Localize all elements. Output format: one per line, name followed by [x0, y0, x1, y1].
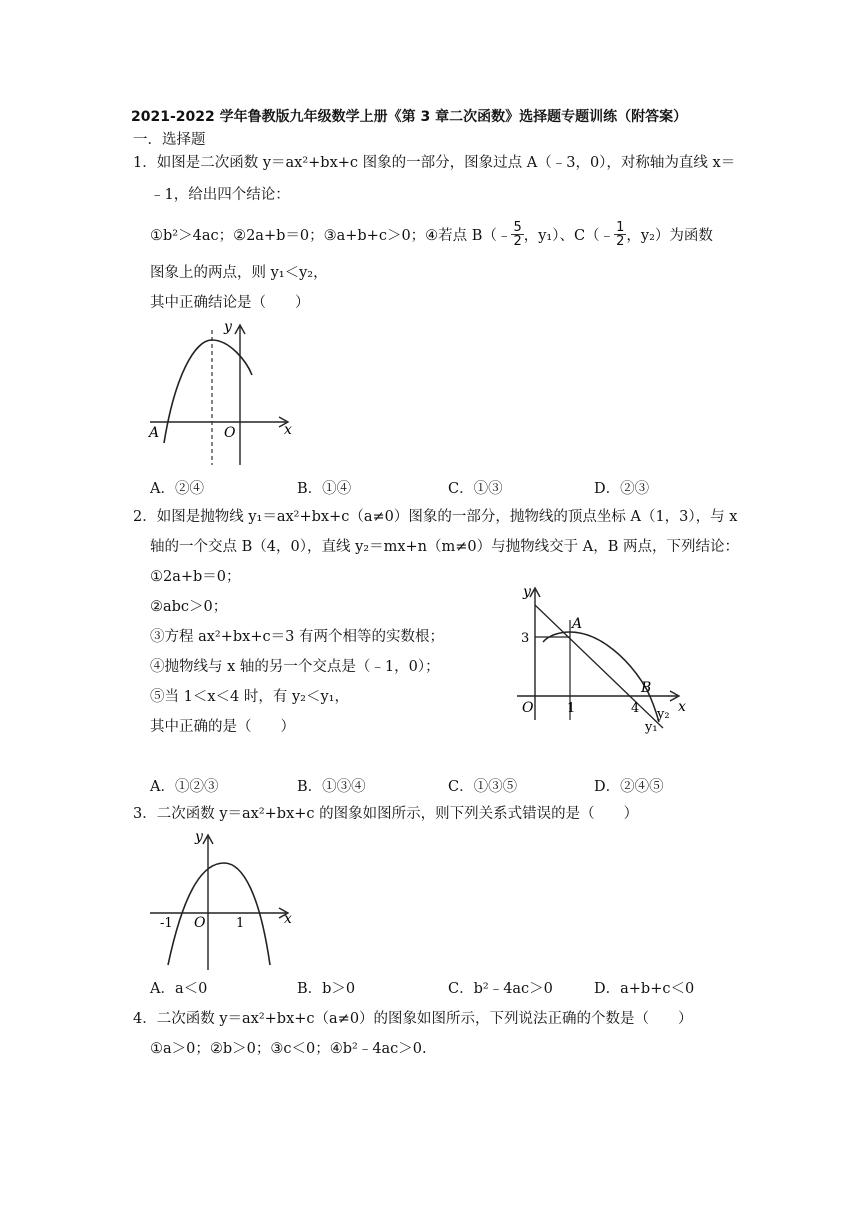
- q2-parabola-y1: [543, 632, 659, 722]
- q2-tick-3: 3: [521, 631, 530, 646]
- q2-item-2: ②abc＞0；: [150, 599, 228, 615]
- q3-option-c[interactable]: C．b²﹣4ac＞0: [448, 981, 553, 997]
- q2-item-3: ③方程 ax²+bx+c＝3 有两个相等的实数根；: [150, 629, 444, 645]
- q1-option-a[interactable]: A．②④: [150, 481, 204, 497]
- q2-item-4: ④抛物线与 x 轴的另一个交点是（﹣1，0）；: [150, 659, 440, 675]
- q2-y2-label: y₂: [657, 707, 670, 722]
- q3-option-d[interactable]: D．a+b+c＜0: [594, 981, 695, 997]
- q1-line-5: 其中正确结论是（ ）: [150, 295, 310, 311]
- q1-line-3c: ，y₂）为函数: [626, 227, 713, 244]
- q1-frac2-den: 2: [616, 233, 625, 249]
- q2-line-y2: [535, 605, 663, 728]
- q2-tick-1: 1: [567, 701, 576, 716]
- q1-parabola: [164, 340, 252, 443]
- q3-x-label: x: [284, 911, 292, 927]
- q1-y-label: y: [224, 319, 232, 335]
- q3-y-label: y: [195, 829, 203, 845]
- q3-option-a[interactable]: A．a＜0: [150, 981, 208, 997]
- q2-line-1: 2．如图是抛物线 y₁＝ax²+bx+c（a≠0）图象的一部分，抛物线的顶点坐标 A（1，3），与 x: [133, 509, 738, 525]
- q3-parabola: [168, 863, 270, 965]
- q2-item-1: ①2a+b＝0；: [150, 569, 241, 585]
- q3-tick-1: 1: [236, 916, 245, 931]
- q2-x-label: x: [678, 699, 686, 715]
- q1-graph: [140, 315, 300, 470]
- q1-option-d[interactable]: D．②③: [594, 481, 650, 497]
- q1-x-label: x: [284, 422, 292, 438]
- q2-tick-4: 4: [631, 701, 640, 716]
- q1-frac2-num: 1: [616, 219, 625, 235]
- q2-line-2: 轴的一个交点 B（4，0），直线 y₂＝mx+n（m≠0）与抛物线交于 A，B 两点，下列结论：: [150, 539, 739, 555]
- q2-origin-label: O: [522, 700, 534, 716]
- q3-line-1: 3．二次函数 y＝ax²+bx+c 的图象如图所示，则下列关系式错误的是（ ）: [133, 806, 639, 822]
- q1-point-a-label: A: [149, 425, 160, 441]
- q1-frac1-num: 5: [513, 219, 522, 235]
- q2-y-label: y: [523, 584, 531, 600]
- q2-option-b[interactable]: B．①③④: [297, 779, 366, 795]
- q1-frac1-den: 2: [513, 233, 522, 249]
- q3-origin-label: O: [194, 915, 206, 931]
- q2-option-c[interactable]: C．①③⑤: [448, 779, 518, 795]
- q2-option-d[interactable]: D．②④⑤: [594, 779, 664, 795]
- q1-line-3a: ①b²＞4ac；②2a+b＝0；③a+b+c＞0；④若点 B（﹣: [150, 227, 512, 244]
- q1-line-2: ﹣1，给出四个结论：: [150, 187, 290, 203]
- q1-line-1: 1．如图是二次函数 y＝ax²+bx+c 图象的一部分，图象过点 A（﹣3，0），对称轴为直线 x＝: [133, 155, 736, 171]
- q4-line-2: ①a＞0；②b＞0；③c＜0；④b²﹣4ac＞0.: [150, 1041, 427, 1057]
- q1-option-c[interactable]: C．①③: [448, 481, 503, 497]
- q1-line-3b: ，y₁）、C（﹣: [523, 227, 615, 244]
- q1-origin-label: O: [224, 425, 236, 441]
- q2-question: 其中正确的是（ ）: [150, 719, 295, 735]
- q2-item-5: ⑤当 1＜x＜4 时，有 y₂＜y₁，: [150, 689, 349, 705]
- q1-line-4: 图象上的两点，则 y₁＜y₂，: [150, 265, 328, 281]
- q1-fraction-2: [614, 221, 626, 248]
- section-heading: 一．选择题: [133, 132, 206, 148]
- q3-option-b[interactable]: B．b＞0: [297, 981, 356, 997]
- q2-point-b-label: B: [641, 680, 652, 696]
- q2-option-a[interactable]: A．①②③: [150, 779, 219, 795]
- page-title: 2021-2022 学年鲁教版九年级数学上册《第 3 章二次函数》选择题专题训练（附答案）: [131, 109, 688, 125]
- q3-graph: [140, 825, 300, 975]
- q1-line-3: [150, 215, 713, 253]
- q1-option-b[interactable]: B．①④: [297, 481, 352, 497]
- q2-graph: [505, 580, 695, 735]
- q4-line-1: 4．二次函数 y＝ax²+bx+c（a≠0）的图象如图所示，下列说法正确的个数是（ ）: [133, 1011, 693, 1027]
- q2-point-a-label: A: [572, 616, 583, 632]
- q3-tick-neg1: -1: [160, 916, 173, 931]
- q2-y1-label: y₁: [645, 720, 658, 735]
- q1-fraction-1: [511, 221, 523, 248]
